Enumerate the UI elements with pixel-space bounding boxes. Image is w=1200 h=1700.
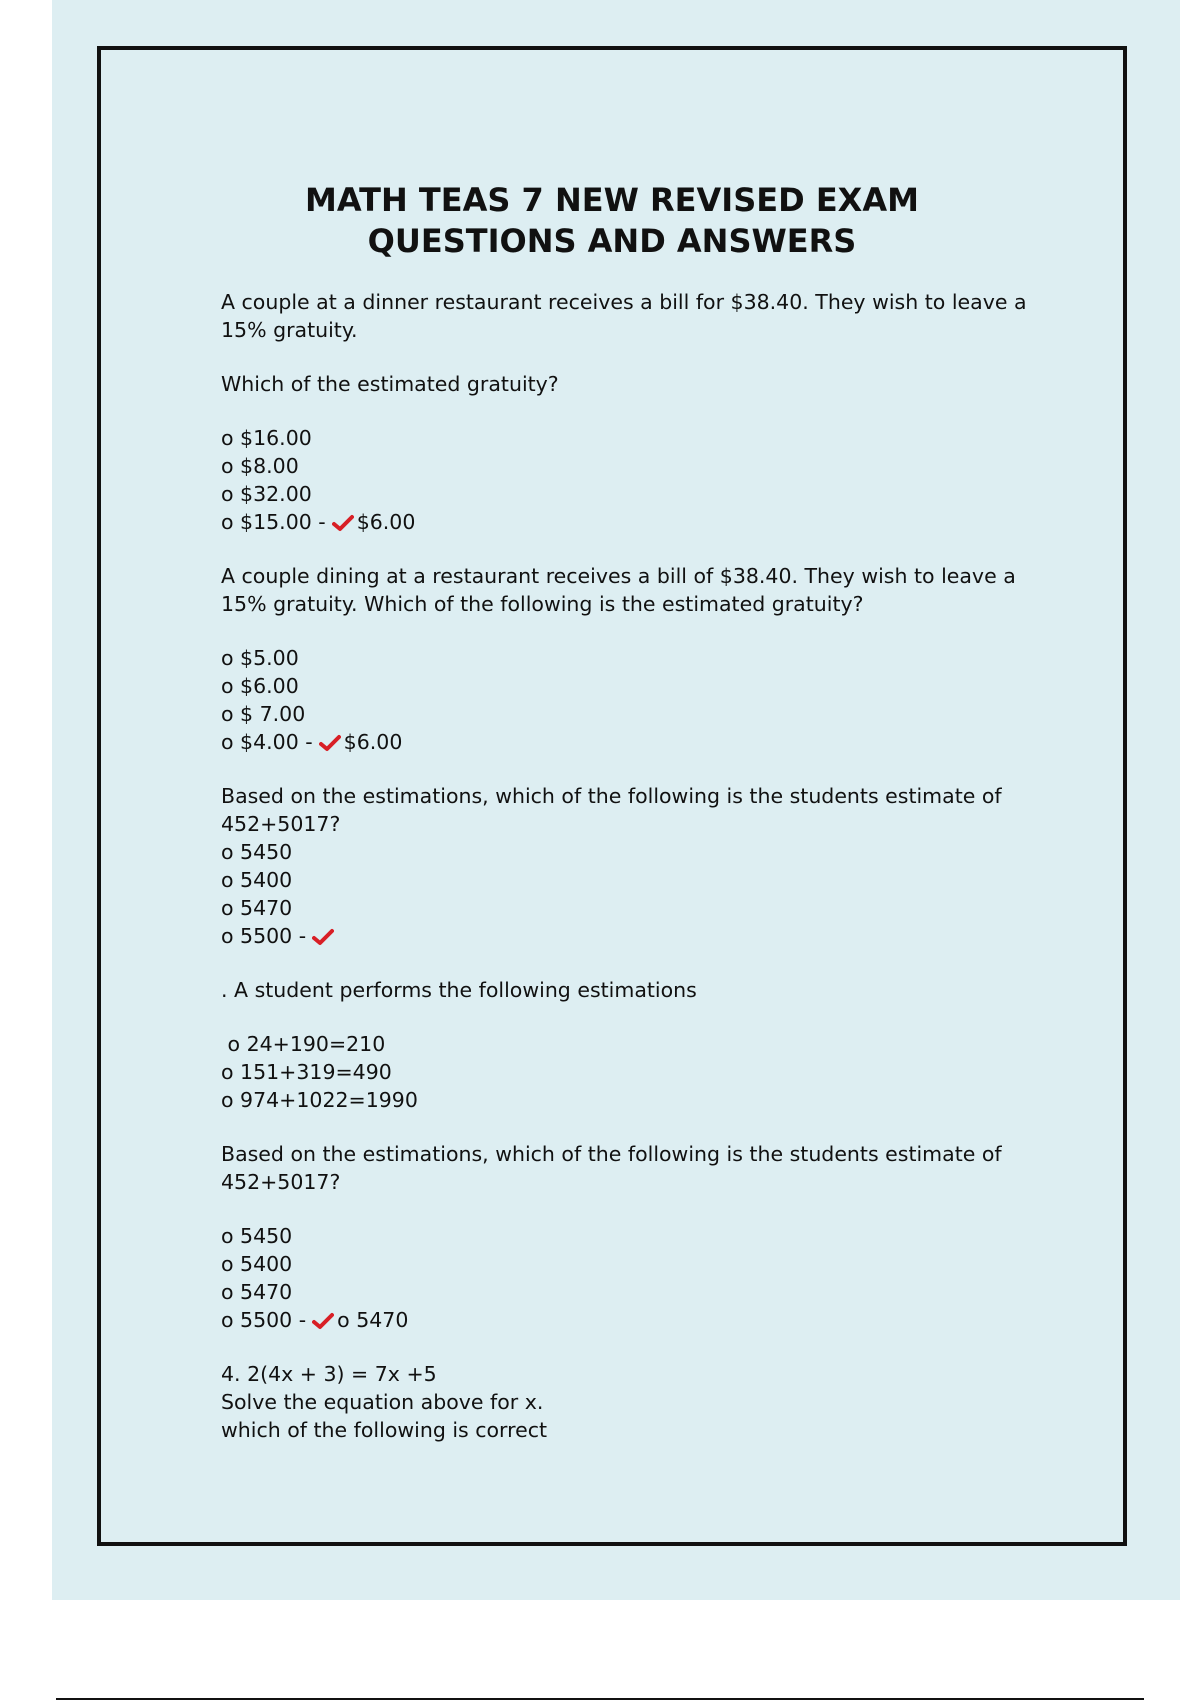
q2-option-2: o $6.00 [221, 674, 299, 698]
title-line-2: QUESTIONS AND ANSWERS [367, 222, 857, 260]
page-title [101, 180, 1123, 262]
q1-prompt: Which of the estimated gratuity? [221, 372, 559, 396]
q1-option-3: o $32.00 [221, 482, 312, 506]
q3-option-4: o 5500 - [221, 924, 307, 948]
q2-text-line-1: A couple dining at a restaurant receives a bill of $38.40. They wish to leave a [221, 564, 1016, 588]
q4-option-4-row [221, 1306, 1031, 1334]
checkmark-icon [312, 928, 334, 946]
q2-text-line-2: 15% gratuity. Which of the following is the estimated gratuity? [221, 592, 864, 616]
q1-option-4-row [221, 508, 1031, 536]
q4-option-1: o 5450 [221, 1224, 293, 1248]
q3-option-1: o 5450 [221, 840, 293, 864]
q2-option-4: o $4.00 - [221, 730, 313, 754]
checkmark-icon [312, 1312, 334, 1330]
document-body [221, 288, 1031, 1444]
q4-option-2: o 5400 [221, 1252, 293, 1276]
q1-option-4: o $15.00 - [221, 510, 326, 534]
q4-answer: o 5470 [337, 1308, 409, 1332]
q5-line-3: which of the following is correct [221, 1418, 548, 1442]
q3-option-4-row [221, 922, 1031, 950]
q1-text-line-2: 15% gratuity. [221, 318, 358, 342]
q2-answer: $6.00 [343, 730, 403, 754]
checkmark-icon [319, 734, 341, 752]
q1-text-line-1: A couple at a dinner restaurant receives a bill for $38.40. They wish to leave a [221, 290, 1027, 314]
q1-answer: $6.00 [356, 510, 416, 534]
q5-line-2: Solve the equation above for x. [221, 1390, 544, 1414]
q3-option-2: o 5400 [221, 868, 293, 892]
q4-text: . A student performs the following estimations [221, 978, 697, 1002]
q4-text-line-2: 452+5017? [221, 1170, 341, 1194]
page-frame [97, 46, 1127, 1546]
q4-estimation-2: o 151+319=490 [221, 1060, 392, 1084]
q3-option-3: o 5470 [221, 896, 293, 920]
q3-text-line-2: 452+5017? [221, 812, 341, 836]
q1-option-1: o $16.00 [221, 426, 312, 450]
q4-option-4: o 5500 - [221, 1308, 307, 1332]
q5-equation: 4. 2(4x + 3) = 7x +5 [221, 1362, 437, 1386]
q2-option-1: o $5.00 [221, 646, 299, 670]
q4-option-3: o 5470 [221, 1280, 293, 1304]
page-background [52, 0, 1180, 1600]
q4-estimation-1: o 24+190=210 [221, 1032, 386, 1056]
q4-estimation-3: o 974+1022=1990 [221, 1088, 418, 1112]
q3-text-line-1: Based on the estimations, which of the following is the students estimate of [221, 784, 1002, 808]
q2-option-3: o $ 7.00 [221, 702, 306, 726]
checkmark-icon [332, 514, 354, 532]
q4-text-line-1: Based on the estimations, which of the following is the students estimate of [221, 1142, 1002, 1166]
q1-option-2: o $8.00 [221, 454, 299, 478]
title-line-1: MATH TEAS 7 NEW REVISED EXAM [305, 181, 919, 219]
q2-option-4-row [221, 728, 1031, 756]
